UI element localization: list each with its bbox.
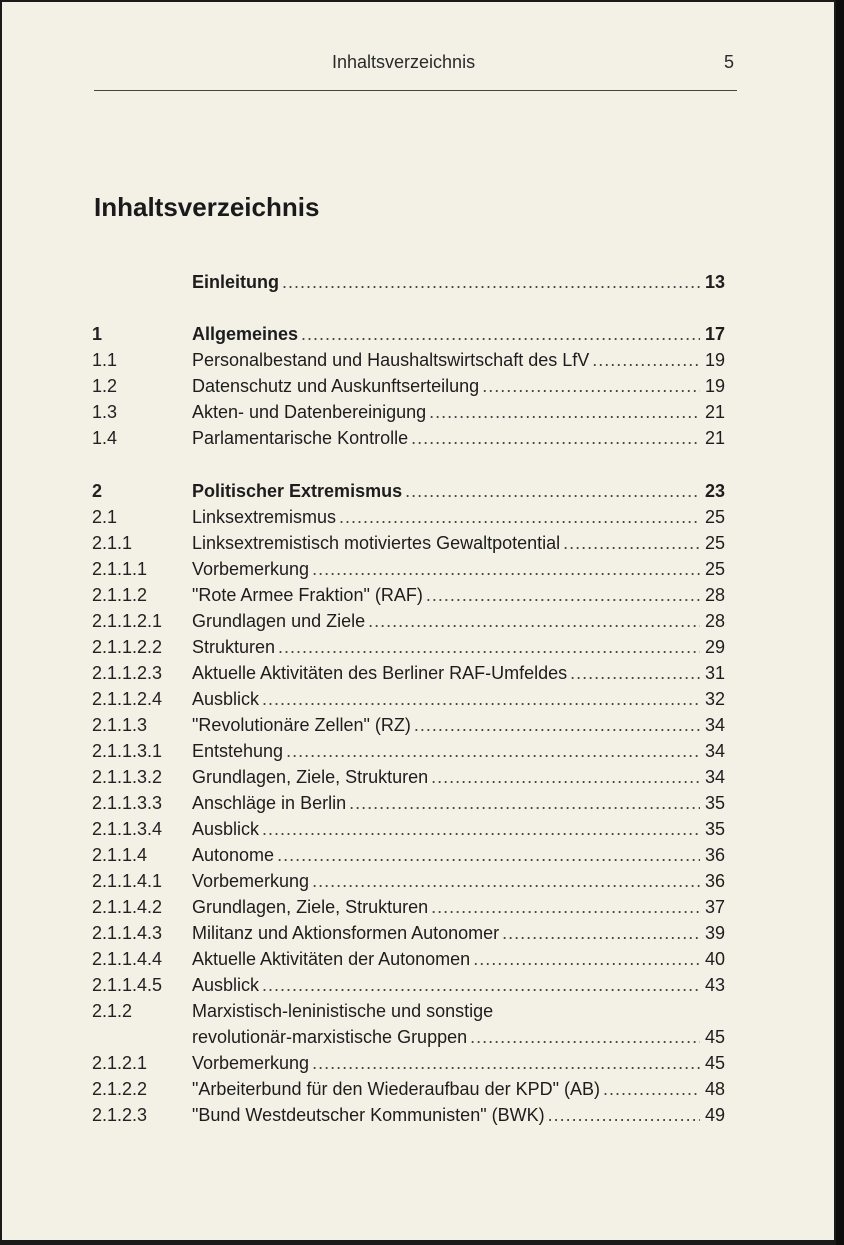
toc-leader-dots bbox=[282, 269, 700, 295]
toc-entry-number: 2.1.1.4.5 bbox=[92, 975, 163, 995]
toc-leader-dots bbox=[592, 347, 700, 373]
toc-entry-text bbox=[192, 686, 725, 712]
toc-entry-page: 45 bbox=[704, 1053, 725, 1073]
toc-entry-text bbox=[192, 946, 725, 972]
toc-entry bbox=[2, 530, 834, 556]
toc-entry-text bbox=[192, 530, 725, 556]
document-title: Inhaltsverzeichnis bbox=[94, 192, 320, 222]
toc-entry-number: 2.1.1.4.1 bbox=[92, 871, 163, 891]
toc-entry-title: "Bund Westdeutscher Kommunisten" (BWK) bbox=[192, 1105, 545, 1125]
toc-entry-title: Allgemeines bbox=[192, 324, 299, 344]
toc-entry-text bbox=[192, 764, 725, 790]
toc-entry bbox=[2, 608, 834, 634]
toc-entry-number: 1.2 bbox=[92, 376, 118, 396]
toc-entry-title: Ausblick bbox=[192, 819, 260, 839]
toc-entry-number: 2.1.2.1 bbox=[92, 1053, 148, 1073]
toc-leader-dots bbox=[429, 399, 700, 425]
toc-entry bbox=[2, 686, 834, 712]
toc-entry bbox=[2, 816, 834, 842]
toc-entry-page: 35 bbox=[704, 793, 725, 813]
toc-entry bbox=[2, 504, 834, 530]
toc-entry-text bbox=[192, 660, 725, 686]
toc-leader-dots bbox=[426, 582, 700, 608]
toc-entry-page: 34 bbox=[704, 715, 725, 735]
toc-entry-page: 36 bbox=[704, 845, 725, 865]
toc-entry-title: Grundlagen, Ziele, Strukturen bbox=[192, 767, 429, 787]
toc-entry-title: Strukturen bbox=[192, 637, 276, 657]
toc-entry-number: 2.1.1 bbox=[92, 533, 133, 553]
toc-entry-text bbox=[192, 321, 725, 347]
toc-entry-number: 1.1 bbox=[92, 350, 118, 370]
toc-entry-page: 21 bbox=[704, 428, 725, 448]
toc-entry-title: Vorbemerkung bbox=[192, 1053, 310, 1073]
toc-leader-dots bbox=[431, 764, 700, 790]
toc-entry-text bbox=[192, 1076, 725, 1102]
toc-entry-text bbox=[192, 1050, 725, 1076]
toc-entry bbox=[2, 738, 834, 764]
toc-entry-title: Linksextremistisch motiviertes Gewaltpotential bbox=[192, 533, 561, 553]
toc-entry bbox=[2, 478, 834, 504]
toc-entry-text bbox=[192, 868, 725, 894]
toc-entry-page: 45 bbox=[704, 1027, 725, 1047]
toc-entry-text bbox=[192, 504, 725, 530]
toc-leader-dots bbox=[262, 686, 700, 712]
toc-entry bbox=[2, 790, 834, 816]
toc-leader-dots bbox=[473, 946, 700, 972]
toc-entry-text bbox=[192, 399, 725, 425]
toc-entry-number: 2.1.1.3.3 bbox=[92, 793, 163, 813]
toc-entry-number: 2.1.1.4.2 bbox=[92, 897, 163, 917]
toc-entry-page: 39 bbox=[704, 923, 725, 943]
toc-leader-dots bbox=[563, 530, 700, 556]
toc-entry-text bbox=[192, 1102, 725, 1128]
toc-entry-title: Ausblick bbox=[192, 975, 260, 995]
toc-entry-page: 28 bbox=[704, 585, 725, 605]
toc-entry-number: 2.1.1.3.4 bbox=[92, 819, 163, 839]
toc-entry-text bbox=[192, 998, 725, 1047]
toc-entry-page: 34 bbox=[704, 741, 725, 761]
toc-entry bbox=[2, 582, 834, 608]
toc-entry-page: 49 bbox=[704, 1105, 725, 1125]
toc-entry-title: Linksextremismus bbox=[192, 507, 337, 527]
toc-entry-page: 25 bbox=[704, 559, 725, 579]
toc-entry-number: 2.1.1.2.1 bbox=[92, 611, 163, 631]
toc-leader-dots bbox=[312, 1050, 700, 1076]
toc-entry-number: 2.1 bbox=[92, 507, 118, 527]
toc-entry bbox=[2, 425, 834, 451]
toc-leader-dots bbox=[411, 425, 700, 451]
toc-entry-page: 21 bbox=[704, 402, 725, 422]
running-title: Inhaltsverzeichnis bbox=[332, 52, 476, 72]
document-page bbox=[2, 2, 834, 1240]
toc-entry bbox=[2, 1102, 834, 1128]
toc-entry-title: Marxistisch-leninistische und sonstige bbox=[192, 1001, 494, 1021]
toc-entry bbox=[2, 764, 834, 790]
toc-entry-title: Entstehung bbox=[192, 741, 284, 761]
toc-entry bbox=[2, 1076, 834, 1102]
toc-entry-text bbox=[192, 608, 725, 634]
toc-entry-number: 1.3 bbox=[92, 402, 118, 422]
toc-entry-text bbox=[192, 894, 725, 920]
toc-entry-text bbox=[192, 582, 725, 608]
toc-entry bbox=[2, 868, 834, 894]
toc-entry-page: 40 bbox=[704, 949, 725, 969]
header-rule bbox=[94, 90, 737, 91]
toc-entry bbox=[2, 399, 834, 425]
toc-entry-title: Einleitung bbox=[192, 272, 279, 292]
toc-entry-text bbox=[192, 816, 725, 842]
toc-leader-dots bbox=[470, 1024, 700, 1050]
toc-entry bbox=[2, 373, 834, 399]
toc-entry-text bbox=[192, 712, 725, 738]
toc-entry-title: Datenschutz und Auskunftserteilung bbox=[192, 376, 480, 396]
toc-leader-dots bbox=[405, 478, 700, 504]
toc-leader-dots bbox=[286, 738, 700, 764]
toc-entry-title: Vorbemerkung bbox=[192, 871, 310, 891]
toc-entry bbox=[2, 712, 834, 738]
toc-entry-number: 2.1.2 bbox=[92, 1001, 133, 1021]
toc-entry-text bbox=[192, 920, 725, 946]
toc-entry-page: 48 bbox=[704, 1079, 725, 1099]
toc-leader-dots bbox=[262, 972, 700, 998]
toc-entry bbox=[2, 894, 834, 920]
toc-entry bbox=[2, 269, 834, 295]
toc-entry-title: Anschläge in Berlin bbox=[192, 793, 347, 813]
toc-leader-dots bbox=[414, 712, 700, 738]
toc-entry-title: Parlamentarische Kontrolle bbox=[192, 428, 409, 448]
toc-entry-number: 2.1.1.2.3 bbox=[92, 663, 163, 683]
toc-entry bbox=[2, 998, 834, 1047]
toc-entry-number: 1 bbox=[92, 324, 103, 344]
toc-entry-page: 36 bbox=[704, 871, 725, 891]
toc-entry bbox=[2, 556, 834, 582]
toc-entry-number: 2.1.1.3.2 bbox=[92, 767, 163, 787]
toc-entry-number: 2.1.2.3 bbox=[92, 1105, 148, 1125]
toc-leader-dots bbox=[548, 1102, 700, 1128]
toc-leader-dots bbox=[278, 634, 700, 660]
toc-entry-page: 25 bbox=[704, 533, 725, 553]
toc-entry-title: Vorbemerkung bbox=[192, 559, 310, 579]
toc-entry-title: Militanz und Aktionsformen Autonomer bbox=[192, 923, 500, 943]
toc-entry-title: Aktuelle Aktivitäten des Berliner RAF-Umfeldes bbox=[192, 663, 568, 683]
toc-entry-page: 31 bbox=[704, 663, 725, 683]
toc-entry-number: 2.1.1.1 bbox=[92, 559, 148, 579]
toc-entry-title: Akten- und Datenbereinigung bbox=[192, 402, 427, 422]
toc-leader-dots bbox=[339, 504, 700, 530]
toc-entry-page: 13 bbox=[704, 272, 725, 292]
toc-leader-dots bbox=[502, 920, 700, 946]
toc-entry-text bbox=[192, 790, 725, 816]
toc-leader-dots bbox=[349, 790, 700, 816]
toc-entry-page: 25 bbox=[704, 507, 725, 527]
toc-entry-text bbox=[192, 556, 725, 582]
toc-leader-dots bbox=[368, 608, 700, 634]
toc-entry-title: Politischer Extremismus bbox=[192, 481, 403, 501]
toc-leader-dots bbox=[570, 660, 700, 686]
toc-entry-page: 23 bbox=[704, 481, 725, 501]
toc-entry-text bbox=[192, 738, 725, 764]
toc-entry-page: 17 bbox=[704, 324, 725, 344]
page-number: 5 bbox=[724, 52, 735, 72]
toc-entry-page: 19 bbox=[704, 350, 725, 370]
toc-entry-title: "Arbeiterbund für den Wiederaufbau der KPD" (AB) bbox=[192, 1079, 600, 1099]
toc-entry-number: 2.1.1.3.1 bbox=[92, 741, 163, 761]
toc-entry-page: 43 bbox=[704, 975, 725, 995]
toc-leader-dots bbox=[277, 842, 700, 868]
toc-entry-number: 2.1.1.3 bbox=[92, 715, 148, 735]
toc-leader-dots bbox=[262, 816, 700, 842]
toc-entry-page: 28 bbox=[704, 611, 725, 631]
toc-entry-text bbox=[192, 269, 725, 295]
toc-entry-number: 2.1.2.2 bbox=[92, 1079, 148, 1099]
toc-leader-dots bbox=[482, 373, 700, 399]
toc-entry-number: 2.1.1.4 bbox=[92, 845, 148, 865]
toc-leader-dots bbox=[431, 894, 700, 920]
toc-entry-title: Personalbestand und Haushaltswirtschaft des LfV bbox=[192, 350, 590, 370]
toc-entry-page: 35 bbox=[704, 819, 725, 839]
toc-entry-number: 2.1.1.2 bbox=[92, 585, 148, 605]
toc-entry-title: Grundlagen und Ziele bbox=[192, 611, 366, 631]
toc-entry bbox=[2, 920, 834, 946]
toc-entry-number: 2.1.1.4.3 bbox=[92, 923, 163, 943]
toc-leader-dots bbox=[301, 321, 700, 347]
toc-entry bbox=[2, 321, 834, 347]
toc-entry-text bbox=[192, 972, 725, 998]
toc-entry-page: 32 bbox=[704, 689, 725, 709]
toc-entry-number: 2.1.1.4.4 bbox=[92, 949, 163, 969]
toc-entry-page: 29 bbox=[704, 637, 725, 657]
toc-entry-number: 2.1.1.2.2 bbox=[92, 637, 163, 657]
toc-entry bbox=[2, 972, 834, 998]
toc-entry-text bbox=[192, 425, 725, 451]
toc-entry-page: 34 bbox=[704, 767, 725, 787]
toc-entry-number: 1.4 bbox=[92, 428, 118, 448]
toc-entry-number: 2 bbox=[92, 481, 103, 501]
toc-entry bbox=[2, 347, 834, 373]
toc-leader-dots bbox=[312, 868, 700, 894]
book-spine-edge bbox=[836, 0, 844, 1245]
toc-entry-text bbox=[192, 373, 725, 399]
toc-entry bbox=[2, 842, 834, 868]
toc-entry-page: 19 bbox=[704, 376, 725, 396]
toc-entry-title: "Rote Armee Fraktion" (RAF) bbox=[192, 585, 423, 605]
toc-leader-dots bbox=[603, 1076, 700, 1102]
toc-entry bbox=[2, 660, 834, 686]
toc-entry bbox=[2, 1050, 834, 1076]
toc-entry-title-continued: revolutionär-marxistische Gruppen bbox=[192, 1027, 468, 1047]
toc-entry-text bbox=[192, 347, 725, 373]
toc-entry-title: Autonome bbox=[192, 845, 275, 865]
toc-entry-number: 2.1.1.2.4 bbox=[92, 689, 163, 709]
toc-entry-title: "Revolutionäre Zellen" (RZ) bbox=[192, 715, 411, 735]
toc-entry-title: Aktuelle Aktivitäten der Autonomen bbox=[192, 949, 471, 969]
toc-entry-text bbox=[192, 634, 725, 660]
running-header bbox=[2, 52, 834, 76]
toc-entry-page: 37 bbox=[704, 897, 725, 917]
toc-entry-text bbox=[192, 842, 725, 868]
toc-entry-title: Grundlagen, Ziele, Strukturen bbox=[192, 897, 429, 917]
toc-entry bbox=[2, 946, 834, 972]
toc-entry-title: Ausblick bbox=[192, 689, 260, 709]
toc-entry-text bbox=[192, 478, 725, 504]
toc-entry bbox=[2, 634, 834, 660]
toc-leader-dots bbox=[312, 556, 700, 582]
